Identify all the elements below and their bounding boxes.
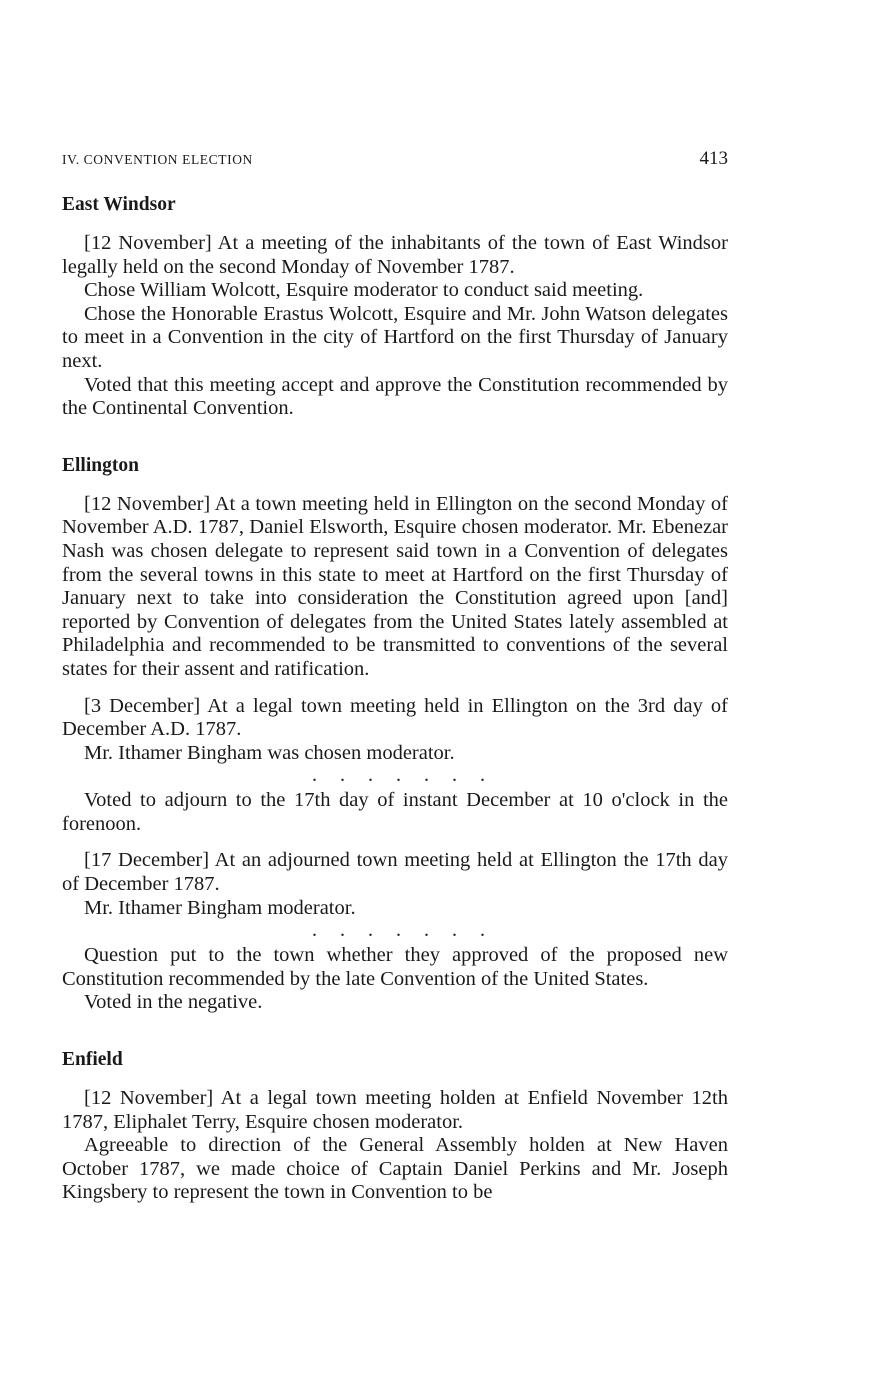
paragraph: Chose the Honorable Erastus Wolcott, Esquire and Mr. John Watson delegates to meet in a Convention in the city of Hartford on the first Thursday of January next. <box>62 302 728 372</box>
running-head-title: IV. CONVENTION ELECTION <box>62 152 253 167</box>
running-head <box>62 148 728 172</box>
paragraph: Voted to adjourn to the 17th day of instant December at 10 o'clock in the forenoon. <box>62 789 728 835</box>
paragraph: Mr. Ithamer Bingham moderator. <box>84 896 356 919</box>
body-text <box>62 192 728 1205</box>
section-heading-ellington: Ellington <box>62 454 139 476</box>
paragraph: [12 November] At a meeting of the inhabitants of the town of East Windsor legally held on the second Monday of November 1787. <box>62 232 728 278</box>
omission-ellipsis: . . . . . . . <box>312 764 494 787</box>
paragraph: Agreeable to direction of the General Assembly holden at New Haven October 1787, we made choice of Captain Daniel Perkins and Mr. Joseph Kingsbery to represent the town in Convention to be <box>62 1134 728 1204</box>
paragraph: [3 December] At a legal town meeting held in Ellington on the 3rd day of December A.D. 1787. <box>62 694 728 741</box>
omission-ellipsis: . . . . . . . <box>312 919 494 942</box>
section-heading-east-windsor: East Windsor <box>62 194 176 215</box>
paragraph: Voted in the negative. <box>84 991 263 1014</box>
paragraph: Mr. Ithamer Bingham was chosen moderator. <box>84 741 455 764</box>
paragraph: [12 November] At a legal town meeting holden at Enfield November 12th 1787, Eliphalet Terry, Esquire chosen moderator. <box>62 1087 728 1133</box>
document-page <box>62 0 728 1380</box>
paragraph: Chose William Wolcott, Esquire moderator to conduct said meeting. <box>84 279 644 302</box>
paragraph: Voted that this meeting accept and approve the Constitution recommended by the Continental Convention. <box>62 373 728 420</box>
paragraph: [12 November] At a town meeting held in Ellington on the second Monday of November A.D. 1787, Daniel Elsworth, Esquire chosen moderator. Mr. Ebenezar Nash was chosen delegate to represent said town in a Convention of delegates from the several towns in this state to meet at Hartford on the first Thursday of January next to take into consideration the Constitution agreed upon [and] reported by Convention of delegates from the United States lately assembled at Philadelphia and recommended to be transmitted to conventions of the several states for their assent and ratification. <box>62 492 728 680</box>
page-number: 413 <box>699 148 728 169</box>
paragraph: Question put to the town whether they approved of the proposed new Constitution recommended by the late Convention of the United States. <box>62 944 728 990</box>
paragraph: [17 December] At an adjourned town meeting held at Ellington the 17th day of December 1787. <box>62 849 728 896</box>
section-heading-enfield: Enfield <box>62 1049 123 1071</box>
